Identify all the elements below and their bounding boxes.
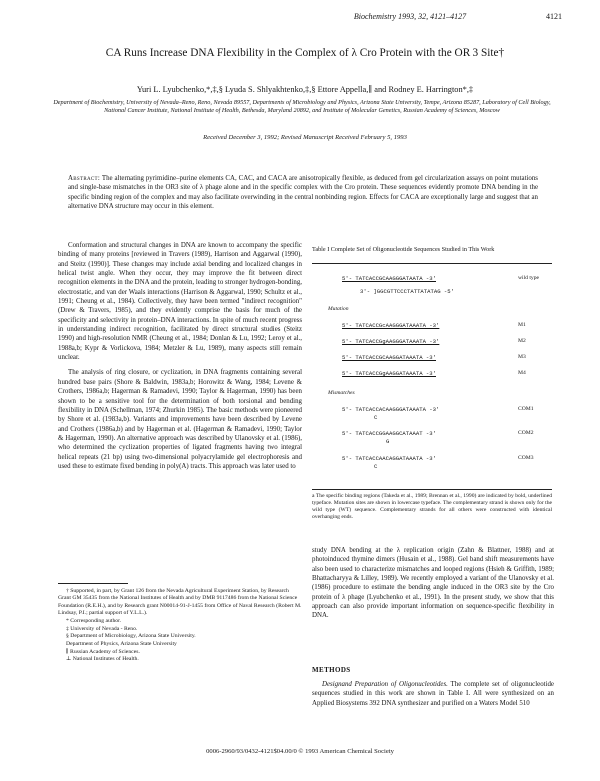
footnotes — [58, 588, 302, 664]
table-row-wild-type-bottom — [322, 288, 552, 297]
footnote-divider — [58, 583, 128, 584]
right-column-body — [312, 546, 554, 621]
methods-body — [312, 680, 554, 708]
author-list: Yuri L. Lyubchenko,*,‡,§ Lyuda S. Shlyakhtenko,‡,§ Ettore Appella,∥ and Rodney E. Harrington*,‡ — [136, 85, 474, 94]
abstract — [68, 174, 538, 211]
table-section-mutation: Mutation — [328, 306, 349, 312]
row-label-m1: M1 — [518, 322, 526, 328]
footnote-nevada: ‡ University of Nevada - Reno. — [66, 625, 138, 632]
mismatch-insert-com1: C — [374, 414, 378, 421]
right-column-paragraph: study DNA bending at the λ replication origin (Zahn & Blattner, 1988) and at photoinduced thymine dimers (Husain et al., 1988). Gel band shift measurements have also been used to characterize mismatches and looped regions (Hsieh & Griffith, 1989; Bhattacharyya & Lilley, 1989). We recently employed a variant of the Ulanovsky et al. (1986) procedure to estimate the bending angle induced in the OR3 site by the Cro protein of λ phage (Lyubchenko et al., 1991). In the present study, we show that this approach can also provide important information on sequence-specific flexibility in DNA. — [312, 547, 554, 620]
footnote-nih: ⊥ National Institutes of Health. — [66, 656, 139, 663]
footnote-russian: ∥ Russian Academy of Sciences. — [66, 648, 140, 655]
footnote-microbiology: § Department of Microbiology, Arizona State University. — [66, 633, 196, 640]
row-label-wt: wild type — [518, 275, 539, 281]
table-section-mismatches: Mismatches — [328, 390, 355, 396]
row-label-m3: M3 — [518, 354, 526, 360]
table-row — [322, 430, 552, 439]
copyright-line: 0006-2960/93/0432-4121$04.00/0 © 1993 American Chemical Society — [206, 748, 394, 755]
page-number: 4121 — [546, 12, 562, 21]
table-row — [322, 322, 552, 331]
affiliations: Department of Biochemistry, University of Nevada–Reno, Reno, Nevada 89557, Departments of Microbiology and Physics, Arizona State University, Tempe, Arizona 85287, Laboratory of Cell Biology, National Cancer Institute, National Institute of Health, Bethesda, Maryland 20892, and Institute of Molecular Genetics, Russian Academy of Sciences, Moscow — [53, 99, 551, 115]
abstract-label: Abstract: — [68, 175, 101, 182]
mismatch-insert-com3: C — [374, 463, 378, 470]
table-row — [322, 354, 552, 363]
journal-citation: Biochemistry 1993, 32, 4121–4127 — [353, 12, 467, 21]
intro-paragraph-2: The analysis of ring closure, or cyclization, in DNA fragments containing several hundred base pairs (Shore & Baldwin, 1983a,b; Horowitz & Wang, 1984; Levene & Crothers, 1986a,b; Hagerman & Ramadevi, 1990; Taylor & Hagerman, 1990) has been shown to be a sensitive tool for the determination of both torsional and bending flexibility in DNA (Schellman, 1974; Zhurkin 1985). The basic methods were pioneered by Shore et al. (1983a,b). Variants and improvements have been described by Levene and Crothers (1986a,b) and by Hagerman et al. (Hagerman & Ramadevi, 1990; Taylor & Hagerman, 1990). An alternative approach was described by Ulanovsky et al. (1986), who determined the cyclization properties of ligated fragments having two integral helical repeats (21 bp) using two-dimensional polyacrylamide gel electrophoresis and used these to estimate fixed bending in poly(A) tracts. This approach was later used to — [58, 369, 302, 470]
sequence-m3: 5'- TATCACCGCAAGGATAAATA -3' — [342, 354, 436, 361]
table-footnote: a The specific binding regions (Takeda et al., 1989; Brennan et al., 1990) are indicated by bold, underlined typeface. Mutation sites are shown in lowercase typeface. The complementary strand is shown only for the wild type (WT) sequence. Complementary strands for all others were constructed with identical overhanging ends. — [312, 493, 552, 520]
mismatch-insert-com2: G — [386, 438, 390, 445]
table-row-wild-type — [322, 275, 552, 284]
table-caption: Table I Complete Set of Oligonucleotide Sequences Studied in This Work — [312, 246, 495, 253]
sequence-m1: 5'- TATCACCGcAAGGGATAAATA -3' — [342, 322, 440, 329]
table-top-rule — [312, 263, 552, 264]
left-column-body — [58, 241, 302, 477]
sequence-m4: 5'- TATCACCGgAAGGATAAATA -3' — [342, 370, 436, 377]
paper-title: CA Runs Increase DNA Flexibility in the Complex of λ Cro Protein with the OR 3 Site† — [105, 47, 505, 59]
row-label-m2: M2 — [518, 338, 526, 344]
row-label-m4: M4 — [518, 370, 526, 376]
table-row — [322, 406, 552, 415]
row-label-com2: COM2 — [518, 430, 534, 436]
table-row — [322, 455, 552, 464]
footnote-funding: † Supported, in part, by Grant 126 from the Nevada Agricultural Experiment Station, by Research Grant GM 35435 from the National Institutes of Health and by DMB 9117486 from the National Science Foundation (R.E.H.), and by Research grant N00014-91-J-1455 from Office of Naval Research (Robert M. Lindsay, P.I.; partial support of Y.L.L.). — [58, 588, 302, 617]
received-dates: Received December 3, 1992; Revised Manuscript Received February 5, 1993 — [203, 134, 407, 141]
sequence-com1: 5'- TATCACCACAAGGGATAAATA -3' — [342, 406, 440, 413]
table-row — [322, 370, 552, 379]
sequence-com3: 5'- TATCACCAACAGGATAAATA -3' — [342, 455, 436, 462]
row-label-com1: COM1 — [518, 406, 534, 412]
sequence-com2: 5'- TATCACCGGAAGGCATAAAT -3' — [342, 430, 436, 437]
footnote-corresponding: * Corresponding author. — [66, 617, 122, 624]
methods-subheading: Designand Preparation of Oligonucleotides. — [322, 681, 448, 688]
intro-paragraph-1: Conformation and structural changes in DNA are known to accompany the specific binding of many proteins [reviewed in Travers (1989), Harrison and Aggarwal (1990), and Steitz (1990)]. These changes may include axial bending and localized changes in helical twist angle. When they occur, they may improve the fit between direct recognition elements in the DNA and the protein, leading to stronger hydrogen-bonding, electrostatic, and van der Waals interactions (Harrison & Aggarwal, 1990; Schultz et al., 1991; Cheung et al., 1984). Collectively, they have been termed "indirect recognition" (Drew & Travers, 1985), and they evidently comprise the basis for much of the specificity and selectivity in protein–DNA interactions. In spite of much recent progress in understanding indirect recognition, facilitated by direct structural studies (Steitz 1990) and high-resolution NMR (Cheung et al., 1984; Donlan & Lu, 1992; Leroy et al., 1988a,b; Kypr & Vorlickova, 1984; Metzler & Lu, 1989), many aspects still remain unclear. — [58, 242, 302, 362]
table-bottom-rule — [312, 489, 552, 490]
sequence-wt-top: 5'- TATCACCGCAAGGGATAATA -3' — [342, 275, 436, 282]
table-row — [322, 338, 552, 347]
footnote-physics: Department of Physics, Arizona State University — [66, 641, 177, 648]
sequence-m2: 5'- TATCACCGgAAGGGATAAATA -3' — [342, 338, 440, 345]
sequence-wt-bottom: 3'- ]GGCGTTCCCTATTATATAG -5' — [360, 288, 454, 295]
methods-heading: METHODS — [312, 666, 351, 674]
row-label-com3: COM3 — [518, 455, 534, 461]
methods-text: The complete set of oligonucleotide sequences studied in this work are shown in Table I. All were synthesized on an Applied Biosystems 392 DNA synthesizer and purified on a Waters Model 510 — [312, 681, 554, 707]
abstract-text: The alternating pyrimidine–purine elements CA, CAC, and CACA are anisotropically flexible, as deduced from gel circularization assays on point mutations and single-base mismatches in the OR3 site of λ phage alone and in the specific complex with the Cro protein. These sequences evidently promote DNA bending in the specific binding region of the complex and may also facilitate overwinding in the central nonbinding region. Effects for CACA are exceptionally large and suggest that an alternative DNA structure may occur in this element. — [68, 175, 538, 210]
